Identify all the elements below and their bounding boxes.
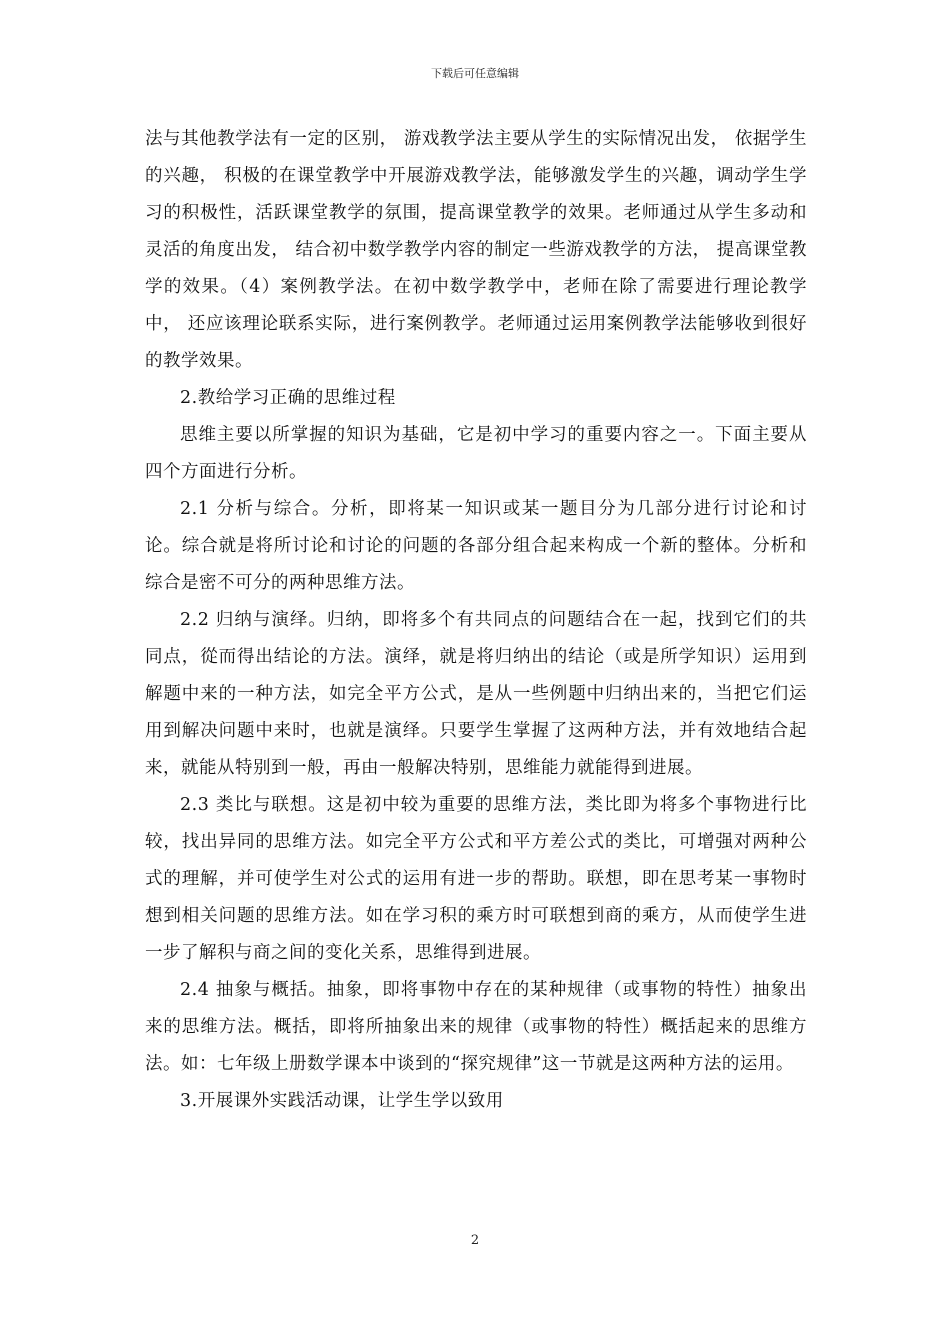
section-heading-thinking-process: 2.教给学习正确的思维过程 [180, 388, 396, 408]
paragraph-teaching-methods: 法与其他教学法有一定的区别， 游戏教学法主要从学生的实际情况出发， 依据学生的兴趣， 积极的在课堂教学中开展游戏教学法，能够激发学生的兴趣，调动学生学习的积极性，活跃课堂教学的氛围，提高课堂教学的效果。老师通过从学生多动和灵活的角度出发， 结合初中数学教学内容的制定一些游戏教学的方法， 提高课堂教学的效果。（4）案例教学法。在初中数学教学中，老师在除了需要进行理论教学中， 还应该理论联系实际，进行案例教学。老师通过运用案例教学法能够收到很好的教学效果。 [145, 129, 807, 371]
page-number: 2 [470, 1233, 480, 1248]
paragraph-induction-deduction: 2.2 归纳与演绎。归纳，即将多个有共同点的问题结合在一起，找到它们的共同点，從而得出结论的方法。演绎，就是将归纳出的结论（或是所学知识）运用到解题中来的一种方法，如完全平方公式，是从一些例题中归纳出来的，当把它们运用到解决问题中来时，也就是演绎。只要学生掌握了这两种方法，并有效地结合起来，就能从特别到一般，再由一般解决特别，思维能力就能得到进展。 [145, 610, 807, 778]
page-header: 下载后可任意编辑 [431, 67, 519, 80]
paragraph-analysis-synthesis: 2.1 分析与综合。分析，即将某一知识或某一题目分为几部分进行讨论和讨论。综合就是将所讨论和讨论的问题的各部分组合起来构成一个新的整体。分析和综合是密不可分的两种思维方法。 [145, 499, 807, 593]
paragraph-analogy-association: 2.3 类比与联想。这是初中较为重要的思维方法，类比即为将多个事物进行比较，找出异同的思维方法。如完全平方公式和平方差公式的类比，可增强对两种公式的理解，并可使学生对公式的运用有进一步的帮助。联想，即在思考某一事物时想到相关问题的思维方法。如在学习积的乘方时可联想到商的乘方，从而使学生进一步了解积与商之间的变化关系，思维得到进展。 [145, 795, 807, 963]
paragraph-abstraction-generalization: 2.4 抽象与概括。抽象，即将事物中存在的某种规律（或事物的特性）抽象出来的思维方法。概括，即将所抽象出来的规律（或事物的特性）概括起来的思维方法。如：七年级上册数学课本中谈到的“探究规律”这一节就是这两种方法的运用。 [145, 980, 807, 1074]
document-body [145, 121, 807, 1120]
paragraph-thinking-intro: 思维主要以所掌握的知识为基础，它是初中学习的重要内容之一。下面主要从四个方面进行分析。 [145, 425, 807, 482]
section-heading-practice-activities: 3.开展课外实践活动课，让学生学以致用 [180, 1091, 504, 1111]
